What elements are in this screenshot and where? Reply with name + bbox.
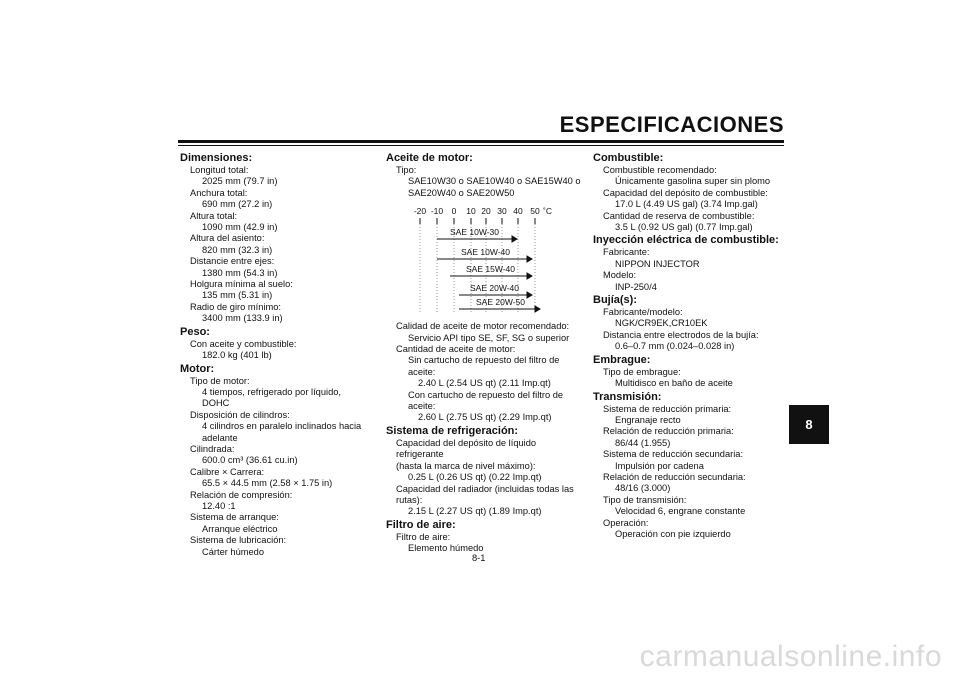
spec-label: Con cartucho de repuesto del filtro de <box>408 389 564 400</box>
spec-value: Únicamente gasolina super sin plomo <box>615 176 771 187</box>
temperature-scale <box>414 206 552 216</box>
column-1 <box>180 151 370 558</box>
spec-label: Cilindrada: <box>190 443 235 454</box>
spec-label: Sin cartucho de repuesto del filtro de <box>408 355 560 366</box>
spec-value: INP-250/4 <box>615 281 657 292</box>
spec-value: 690 mm (27.2 in) <box>202 199 273 210</box>
temp-tick-label: 30 <box>497 206 507 217</box>
spec-label: Tipo de transmisión: <box>603 494 687 505</box>
spec-label: rutas): <box>396 494 423 505</box>
spec-label: Sistema de lubricación: <box>190 535 287 546</box>
spec-label: Tipo de embrague: <box>603 366 681 377</box>
spec-value: 0.25 L (0.26 US qt) (0.22 Imp.qt) <box>408 472 542 483</box>
spec-label: Cantidad de reserva de combustible: <box>603 210 755 221</box>
spec-label: Cantidad de aceite de motor: <box>396 344 516 355</box>
heading-dimensiones: Dimensiones: <box>180 152 253 164</box>
spec-value: 135 mm (5.31 in) <box>202 290 273 301</box>
spec-label: Anchura total: <box>190 187 248 198</box>
spec-label: Radio de giro mínimo: <box>190 301 281 312</box>
spec-label: Calibre × Carrera: <box>190 466 265 477</box>
spec-label: Altura total: <box>190 210 238 221</box>
spec-value: 4 cilindros en paralelo inclinados hacia <box>202 421 362 432</box>
spec-value: SAE20W40 o SAE20W50 <box>408 187 515 198</box>
column-3 <box>593 151 783 540</box>
heading-transmision: Transmisión: <box>593 390 662 403</box>
title-rule-thick <box>178 140 784 143</box>
spec-value: 2.40 L (2.54 US qt) (2.11 Imp.qt) <box>418 378 551 389</box>
spec-value: Cárter húmedo <box>202 546 265 557</box>
heading-peso: Peso: <box>180 325 210 338</box>
spec-value: 182.0 kg (401 lb) <box>202 350 272 361</box>
temp-tick-label: -10 <box>430 206 444 217</box>
spec-label: Altura del asiento: <box>190 233 265 244</box>
spec-label: Disposición de cilindros: <box>190 409 290 420</box>
spec-label: Capacidad del radiador (incluidas todas las <box>396 483 574 494</box>
spec-value: 65.5 × 44.5 mm (2.58 × 1.75 in) <box>202 478 333 489</box>
temp-tick-label: 50 <box>530 206 540 217</box>
spec-value: 48/16 (3.000) <box>615 483 671 494</box>
heading-bujia: Bujía(s): <box>593 294 637 307</box>
chapter-tab: 8 <box>789 405 829 444</box>
title-rule-thin <box>178 145 784 146</box>
spec-value: 86/44 (1.955) <box>615 437 671 448</box>
spec-label: Fabricante: <box>603 247 650 258</box>
tick-marks <box>420 218 535 224</box>
spec-label: Relación de reducción secundaria: <box>603 471 746 482</box>
heading-aceite: Aceite de motor: <box>386 152 473 164</box>
spec-value: 12.40 :1 <box>202 500 236 511</box>
spec-value: SAE10W30 o SAE10W40 o SAE15W40 o <box>408 176 581 187</box>
temp-tick-label: 0 <box>451 206 457 217</box>
spec-label: aceite: <box>408 366 436 377</box>
spec-value: NGK/CR9EK,CR10EK <box>615 318 708 329</box>
spec-value: 17.0 L (4.49 US gal) (3.74 Imp.gal) <box>615 199 758 210</box>
grade-label: SAE 20W-50 <box>476 297 525 308</box>
grade-label: SAE 20W-40 <box>470 283 519 294</box>
spec-value: 600.0 cm³ (36.61 cu.in) <box>202 455 298 466</box>
spec-value: 1380 mm (54.3 in) <box>202 267 278 278</box>
grade-label: SAE 10W-40 <box>461 247 510 258</box>
spec-value: 3400 mm (133.9 in) <box>202 313 283 324</box>
spec-label: aceite: <box>408 401 436 412</box>
spec-label: Fabricante/modelo: <box>603 307 683 318</box>
heading-combustible: Combustible: <box>593 152 664 164</box>
temp-tick-label: -20 <box>413 206 427 217</box>
spec-value: Operación con pie izquierdo <box>615 528 731 539</box>
spec-label: Tipo de motor: <box>190 375 250 386</box>
heading-inyeccion: Inyección eléctrica de combustible: <box>593 234 779 247</box>
page-title: ESPECIFICACIONES <box>559 112 784 137</box>
spec-value: Engranaje recto <box>615 414 681 425</box>
spec-label: Sistema de reducción primaria: <box>603 403 732 414</box>
spec-value: 820 mm (32.3 in) <box>202 244 273 255</box>
temp-unit: ˚C <box>543 206 552 217</box>
spec-label: Sistema de arranque: <box>190 512 279 523</box>
spec-label: Calidad de aceite de motor recomendado: <box>396 321 570 332</box>
spec-label: Tipo: <box>396 165 417 175</box>
spec-value: 1090 mm (42.9 in) <box>202 222 278 233</box>
spec-value: 0.6–0.7 mm (0.024–0.028 in) <box>615 341 735 352</box>
spec-label: Con aceite y combustible: <box>190 338 297 349</box>
temp-tick-label: 20 <box>481 206 491 217</box>
heading-motor: Motor: <box>180 362 215 375</box>
spec-value: 4 tiempos, refrigerado por líquido, DOHC <box>202 386 342 409</box>
spec-value: adelante <box>202 432 238 443</box>
spec-value: NIPPON INJECTOR <box>615 258 700 269</box>
spec-label: Modelo: <box>603 270 637 281</box>
watermark: carmanualsonline.info <box>639 640 942 673</box>
column-2 <box>386 151 581 555</box>
temp-tick-label: 10 <box>466 206 476 217</box>
spec-label: Combustible recomendado: <box>603 165 717 175</box>
heading-refrigeracion: Sistema de refrigeración: <box>386 424 519 437</box>
spec-label: (hasta la marca de nivel máximo): <box>396 460 536 471</box>
heading-embrague: Embrague: <box>593 353 651 366</box>
spec-label: Operación: <box>603 517 649 528</box>
spec-value: Impulsión por cadena <box>615 460 704 471</box>
spec-value: 3.5 L (0.92 US gal) (0.77 Imp.gal) <box>615 222 753 233</box>
temp-tick-label: 40 <box>513 206 523 217</box>
spec-label: Distancia entre electrodos de la bujía: <box>603 329 759 340</box>
spec-label: Relación de compresión: <box>190 489 293 500</box>
grade-label: SAE 15W-40 <box>466 264 515 275</box>
page-number: 8-1 <box>472 553 486 563</box>
spec-value: 2025 mm (79.7 in) <box>202 176 278 187</box>
spec-value: 2.15 L (2.27 US qt) (1.89 Imp.qt) <box>408 506 542 517</box>
spec-label: Filtro de aire: <box>396 531 451 542</box>
spec-value: Arranque eléctrico <box>202 523 278 534</box>
spec-label: Sistema de reducción secundaria: <box>603 449 744 460</box>
spec-value: 2.60 L (2.75 US qt) (2.29 Imp.qt) <box>418 412 552 423</box>
oil-viscosity-diagram <box>386 204 576 316</box>
spec-label: Holgura mínima al suelo: <box>190 279 293 290</box>
grade-label: SAE 10W-30 <box>450 227 499 238</box>
spec-value: Servicio API tipo SE, SF, SG o superior <box>408 332 570 343</box>
spec-value: Velocidad 6, engrane constante <box>615 506 746 517</box>
spec-label: Relación de reducción primaria: <box>603 426 734 437</box>
spec-label: Distancie entre ejes: <box>190 256 275 267</box>
spec-label: Capacidad del depósito de combustible: <box>603 187 768 198</box>
spec-label: Longitud total: <box>190 165 249 175</box>
spec-value: Multidisco en baño de aceite <box>615 378 733 389</box>
spec-value: Elemento húmedo <box>408 543 484 554</box>
spec-label: Capacidad del depósito de líquido refrigerante <box>396 437 537 460</box>
heading-filtro: Filtro de aire: <box>386 518 456 531</box>
